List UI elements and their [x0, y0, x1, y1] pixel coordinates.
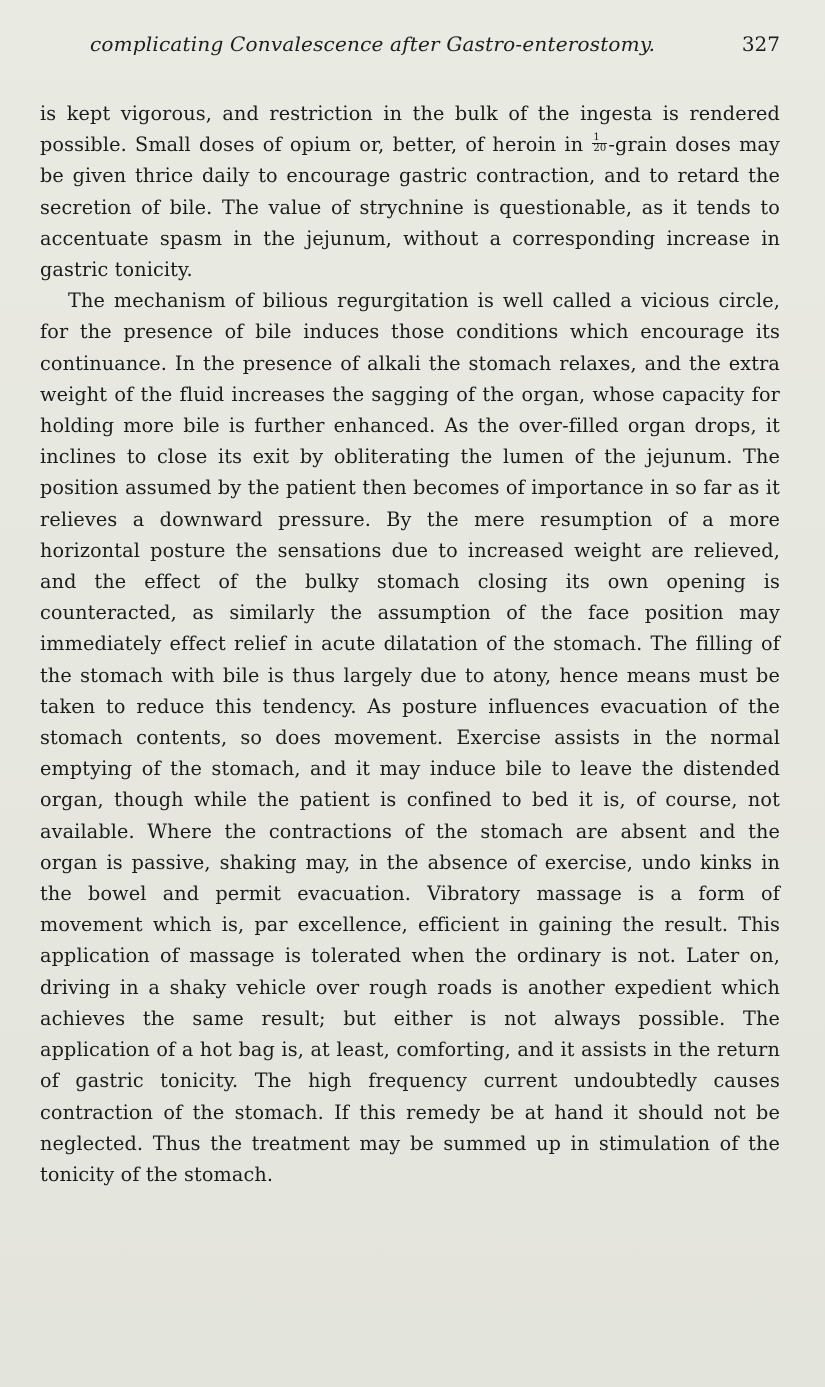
- fraction-denominator: 20: [593, 142, 607, 154]
- fraction-numerator: 1: [592, 133, 607, 144]
- paragraph-bilious-regurgitation: The mechanism of bilious regurgitation is well called a vicious circle, for the presence of bile induces those conditions which encourage its continuance. In the presence of alkali the stomach relaxes, and the extra weight of the fluid increases the sagging of the organ, whose capacity for holding more bile is further enhanced. As the over-filled organ drops, it inclines to close its exit by obliterating the lumen of the jejunum. The position assumed by the patient then becomes of importance in so far as it relieves a downward pressure. By the mere resumption of a more horizontal posture the sensations due to increased weight are relieved, and the effect of the bulky stomach closing its own opening is counteracted, as similarly the assumption of the face position may immediately effect relief in acute dilatation of the stomach. The filling of the stomach with bile is thus largely due to atony, hence means must be taken to reduce this tendency. As posture influences evacuation of the stomach contents, so does movement. Exercise assists in the normal emptying of the stomach, and it may induce bile to leave the distended organ, though while the patient is confined to bed it is, of course, not available. Where the contractions of the stomach are absent and the organ is passive, shaking may, in the absence of exercise, undo kinks in the bowel and permit evacuation. Vibratory massage is a form of movement which is, par excellence, efficient in gaining the result. This application of massage is tolerated when the ordinary is not. Later on, driving in a shaky vehicle over rough roads is another expedient which achieves the same result; but either is not always possible. The application of a hot bag is, at least, comforting, and it assists in the return of gastric tonicity. The high frequency current undoubtedly causes contraction of the stomach. If this remedy be at hand it should not be neglected. Thus the treatment may be summed up in stimulation of the tonicity of the stomach.: [40, 289, 780, 1186]
- paragraph-text-before-fraction: is kept vigorous, and restriction in the bulk of the ingesta is rendered possible. Small doses of opium or, better, of heroin in: [40, 102, 780, 157]
- running-title: complicating Convalescence after Gastro-enterostomy.: [90, 32, 656, 56]
- running-head: [90, 32, 780, 64]
- page-number: 327: [741, 32, 780, 56]
- body-text: [40, 98, 780, 1190]
- fraction-one-twentieth: [592, 133, 607, 154]
- paragraph-text-after-fraction: -grain doses may be given thrice daily to encourage gastric contraction, and to retard the secretion of bile. The value of strychnine is questionable, as it tends to accentuate spasm in the jejunum, without a corresponding increase in gastric tonicity.: [40, 133, 780, 282]
- paragraph-continued: [40, 98, 780, 285]
